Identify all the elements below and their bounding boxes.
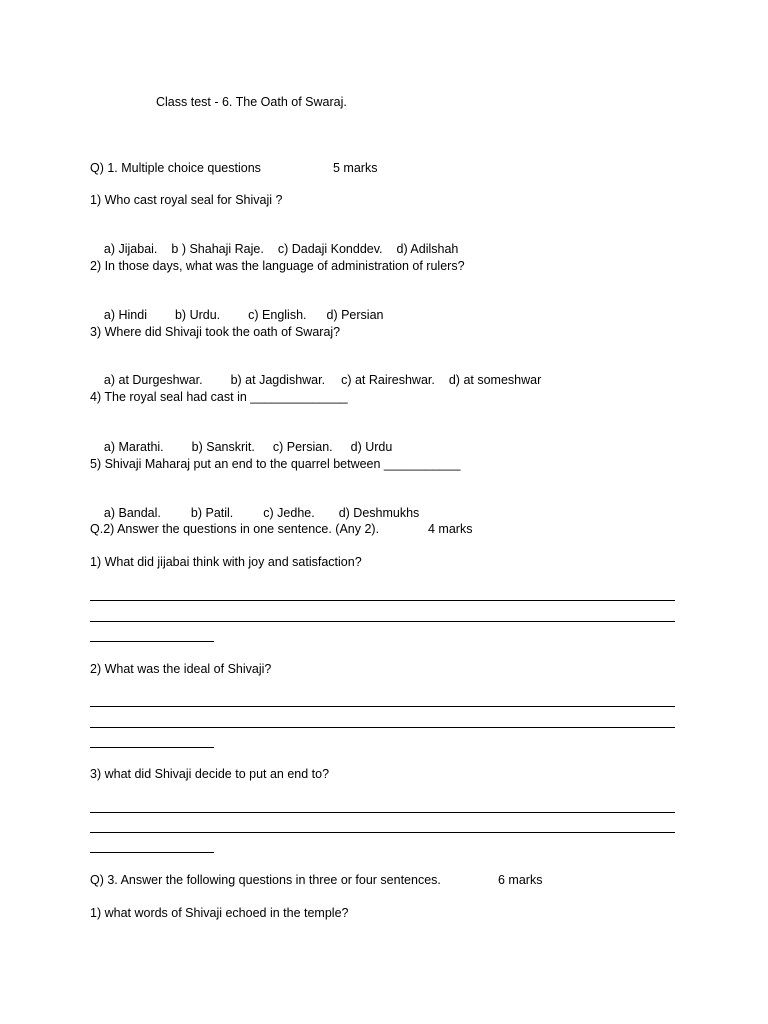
section-2-marks: 4 marks <box>428 522 473 536</box>
short-question-1: 1) What did jijabai think with joy and satisfaction? <box>90 555 362 569</box>
mcq-option: b) Patil. <box>190 506 234 520</box>
answer-line <box>90 852 214 853</box>
section-3-heading: Q) 3. Answer the following questions in three or four sentences. <box>90 873 441 887</box>
answer-line <box>90 812 675 813</box>
answer-line <box>90 706 675 707</box>
mcq-option: b) at Jagdishwar. <box>230 373 326 387</box>
mcq-option: d) Adilshah <box>396 242 459 256</box>
answer-line <box>90 727 675 728</box>
mcq-option: c) at Raireshwar. <box>341 373 435 387</box>
answer-line <box>90 621 675 622</box>
answer-line <box>90 600 675 601</box>
mcq-option: b) Urdu. <box>174 308 221 322</box>
mcq-option: a) Hindi <box>103 308 147 322</box>
page-title: Class test - 6. The Oath of Swaraj. <box>156 95 347 109</box>
mcq-option: c) Dadaji Konddev. <box>277 242 383 256</box>
answer-line <box>90 641 214 642</box>
mcq-option: d) Urdu <box>350 440 393 454</box>
mcq-option: d) at someshwar <box>448 373 542 387</box>
mcq-option: d) Deshmukhs <box>338 506 420 520</box>
mcq-question-1: 1) Who cast royal seal for Shivaji ? <box>90 193 283 207</box>
mcq-option: a) Bandal. <box>103 506 161 520</box>
answer-line <box>90 747 214 748</box>
mcq-option: a) Marathi. <box>103 440 164 454</box>
mcq-option: b ) Shahaji Raje. <box>171 242 264 256</box>
section-1-marks: 5 marks <box>333 161 378 175</box>
mcq-option: c) Jedhe. <box>263 506 315 520</box>
long-question-1: 1) what words of Shivaji echoed in the temple? <box>90 906 349 920</box>
mcq-option: a) Jijabai. <box>103 242 158 256</box>
section-3-marks: 6 marks <box>498 873 543 887</box>
mcq-option: b) Sanskrit. <box>191 440 255 454</box>
mcq-question-5: 5) Shivaji Maharaj put an end to the quarrel between ___________ <box>90 457 461 471</box>
mcq-option: a) at Durgeshwar. <box>103 373 203 387</box>
mcq-option: c) English. <box>248 308 307 322</box>
mcq-option: c) Persian. <box>272 440 333 454</box>
short-question-3: 3) what did Shivaji decide to put an end to? <box>90 767 330 781</box>
mcq-question-3: 3) Where did Shivaji took the oath of Swaraj? <box>90 325 341 339</box>
short-question-2: 2) What was the ideal of Shivaji? <box>90 662 272 676</box>
mcq-option: d) Persian <box>326 308 384 322</box>
mcq-question-2: 2) In those days, what was the language of administration of rulers? <box>90 259 465 273</box>
section-1-heading: Q) 1. Multiple choice questions <box>90 161 261 175</box>
mcq-question-4: 4) The royal seal had cast in ______________ <box>90 390 348 404</box>
section-2-heading: Q.2) Answer the questions in one sentence. (Any 2). <box>90 522 380 536</box>
answer-line <box>90 832 675 833</box>
